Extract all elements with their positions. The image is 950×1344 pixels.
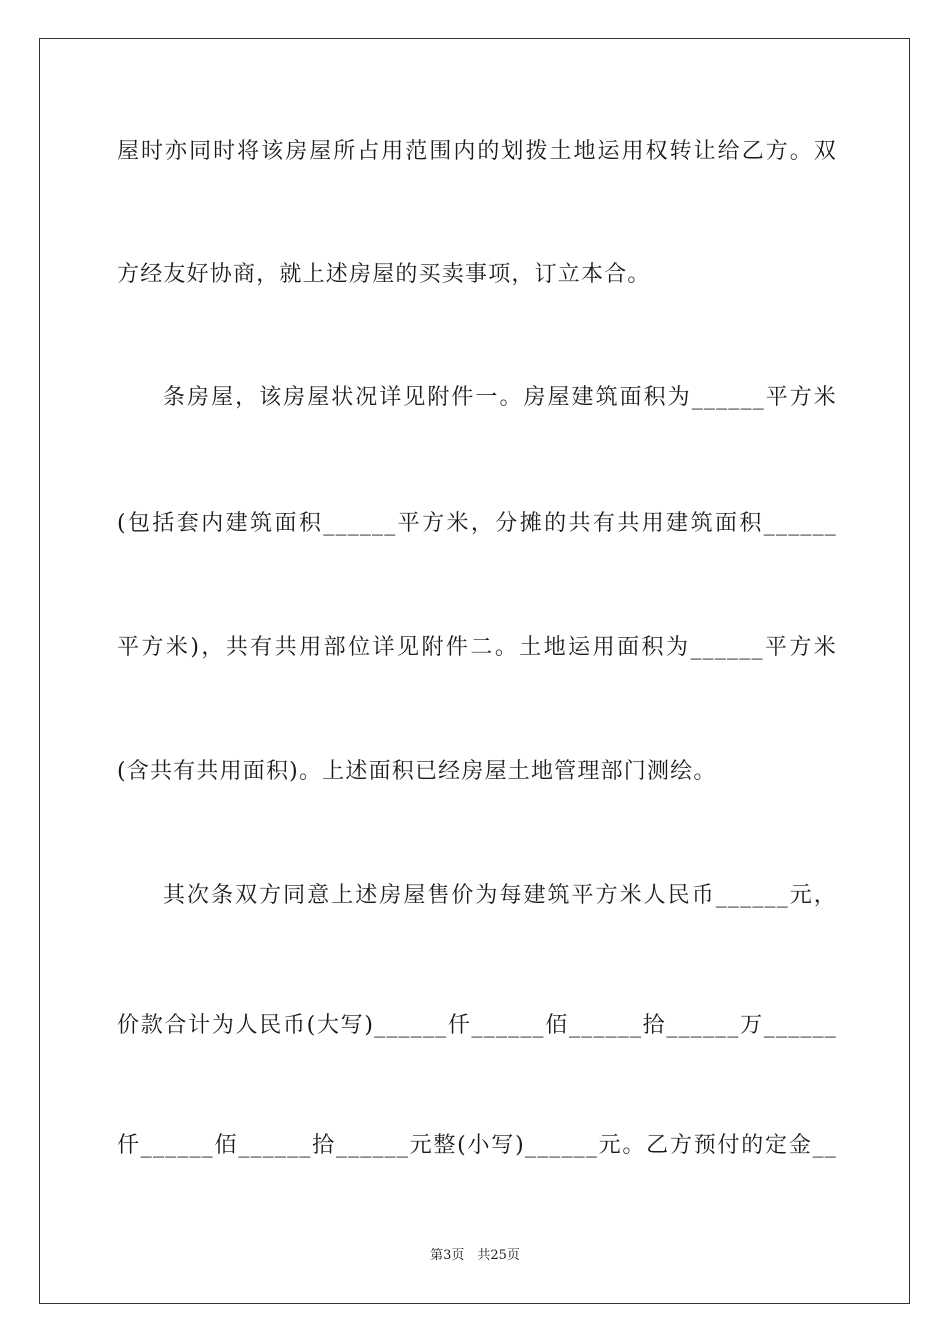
page-frame [39,38,910,1304]
body-text-line-2: 方经友好协商，就上述房屋的买卖事项，订立本合。 [117,262,651,287]
body-text-line-3: 条房屋，该房屋状况详见附件一。房屋建筑面积为______平方米 [163,385,837,410]
body-text-line-5: 平方米)，共有共用部位详见附件二。土地运用面积为______平方米 [117,635,837,660]
body-text-line-4: (包括套内建筑面积______平方米，分摊的共有共用建筑面积______ [117,511,837,536]
body-text-line-6: (含共有共用面积)。上述面积已经房屋土地管理部门测绘。 [117,759,717,784]
body-text-line-1: 屋时亦同时将该房屋所占用范围内的划拨土地运用权转让给乙方。双 [117,139,837,164]
body-text-line-8: 价款合计为人民币(大写)______仟______佰______拾______万______ [117,1013,837,1038]
page-number-footer: 第3页 共25页 [430,1248,520,1263]
body-text-line-9: 仟______佰______拾______元整(小写)______元。乙方预付的定金__ [117,1133,837,1158]
body-text-line-7: 其次条双方同意上述房屋售价为每建筑平方米人民币______元， [163,883,837,908]
